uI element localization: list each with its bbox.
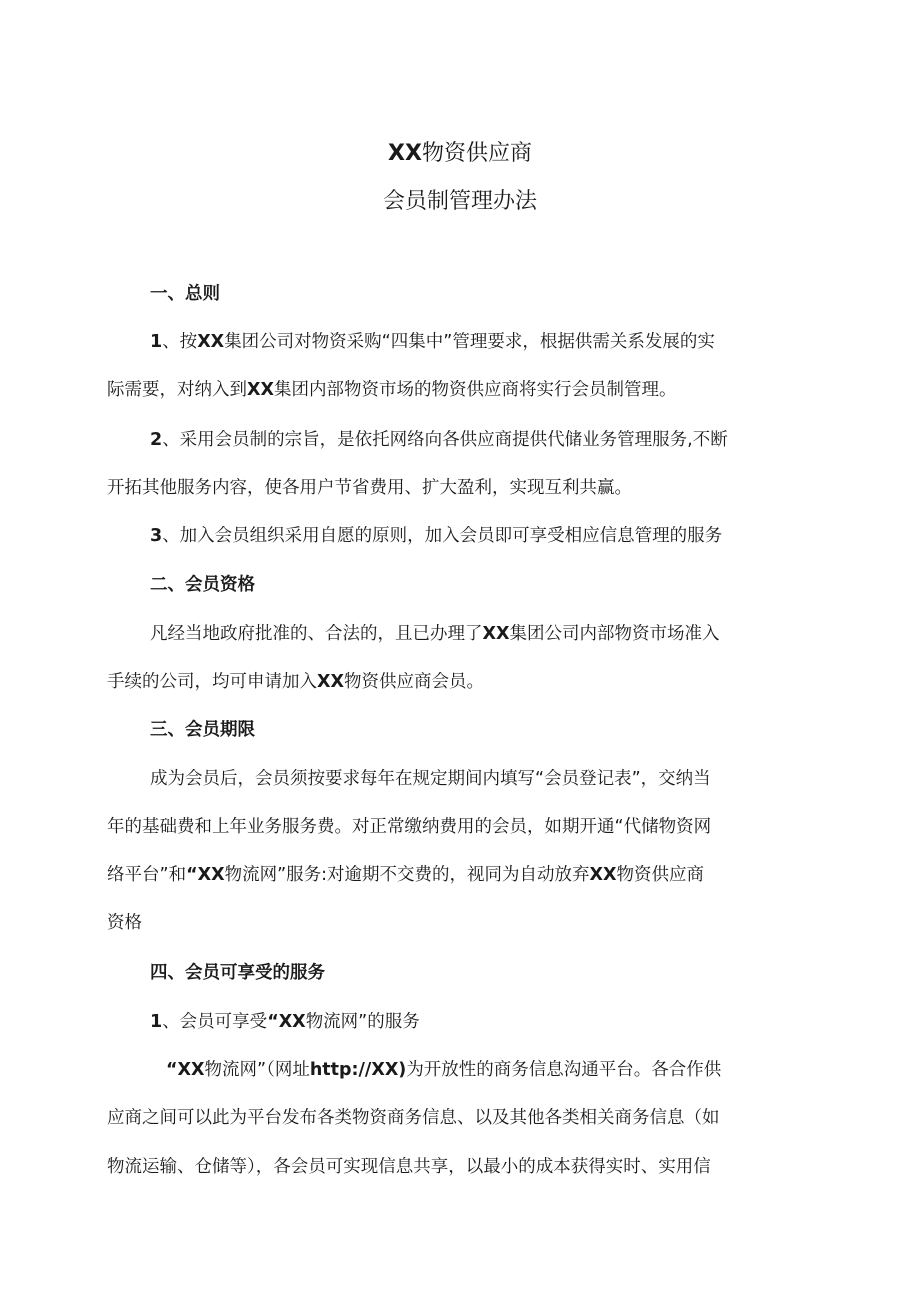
paragraph-2-line-1 [150, 428, 728, 452]
item-number: 2 [150, 430, 163, 450]
text-run: 物流网”（网址 [204, 1060, 310, 1080]
paragraph-1-line-1 [150, 330, 715, 354]
item-number: 1 [150, 332, 163, 352]
text-run: 物流网”的服务 [305, 1012, 420, 1032]
title-xx: XX [388, 141, 422, 166]
term-line-4: 资格 [107, 913, 142, 933]
text-run: 集团公司内部物资市场准入 [509, 624, 720, 644]
text-run: 物资供应商会员。 [344, 672, 484, 692]
text-run: 物资供应商 [616, 865, 705, 885]
xx-placeholder: XX [589, 865, 617, 885]
text-run: 、加入会员组织采用自愿的原则，加入会员即可享受相应信息管理的服务 [162, 526, 723, 546]
service-paragraph-line-3: 物流运输、仓储等），各会员可实现信息共享，以最小的成本获得实时、实用信 [107, 1157, 711, 1177]
text-run: 为开放性的商务信息沟通平台。各合作供 [406, 1060, 722, 1080]
item-number: 3 [150, 526, 163, 546]
service-subheading-1 [150, 1010, 420, 1034]
xx-placeholder: “XX [166, 1060, 205, 1080]
section-heading-membership-term: 三、会员期限 [150, 720, 255, 740]
xx-placeholder: “XX [186, 865, 225, 885]
term-line-3 [107, 863, 704, 887]
text-run: 际需要，对纳入到 [107, 380, 247, 400]
text-run: 、按 [162, 332, 198, 352]
xx-placeholder: XX [482, 624, 510, 644]
title-line1-text: 物资供应商 [421, 141, 532, 166]
text-run: 集团内部物资市场的物资供应商将实行会员制管理。 [274, 380, 677, 400]
text-run: 手续的公司，均可申请加入 [107, 672, 317, 692]
xx-placeholder: XX [197, 332, 225, 352]
website-url: http://XX) [309, 1060, 407, 1080]
item-number: 1 [150, 1012, 163, 1032]
service-paragraph-line-2: 应商之间可以此为平台发布各类物资商务信息、以及其他各类相关商务信息（如 [107, 1108, 720, 1128]
text-run: 络平台”和 [107, 865, 187, 885]
paragraph-1-line-2 [107, 378, 677, 402]
text-run: 、采用会员制的宗旨，是依托网络向各供应商提供代储业务管理服务,不断 [162, 430, 728, 450]
paragraph-3-line-1 [150, 524, 722, 548]
text-run: 集团公司对物资采购“四集中”管理要求，根据供需关系发展的实 [224, 332, 715, 352]
section-heading-member-services: 四、会员可享受的服务 [150, 963, 325, 983]
text-run: 、会员可享受 [162, 1012, 268, 1032]
service-paragraph-line-1 [166, 1058, 721, 1082]
text-run: 物流网”服务:对逾期不交费的，视同为自动放弃 [224, 865, 590, 885]
text-run: 凡经当地政府批准的、合法的，且已办理了 [150, 624, 483, 644]
xx-placeholder: “XX [267, 1012, 306, 1032]
section-heading-general: 一、总则 [150, 284, 220, 304]
qualification-line-2 [107, 670, 484, 694]
xx-placeholder: XX [247, 380, 274, 400]
xx-placeholder: XX [317, 672, 344, 692]
term-line-1: 成为会员后，会员须按要求每年在规定期间内填写“会员登记表”，交纳当 [150, 769, 711, 789]
paragraph-2-line-2: 开拓其他服务内容，使各用户节省费用、扩大盈利，实现互利共赢。 [107, 478, 632, 498]
document-title-line2: 会员制管理办法 [382, 189, 537, 214]
section-heading-membership-qualification: 二、会员资格 [150, 575, 255, 595]
document-title-line1 [0, 136, 920, 167]
term-line-2: 年的基础费和上年业务服务费。对正常缴纳费用的会员，如期开通“代储物资网 [107, 817, 712, 837]
qualification-line-1 [150, 622, 720, 646]
